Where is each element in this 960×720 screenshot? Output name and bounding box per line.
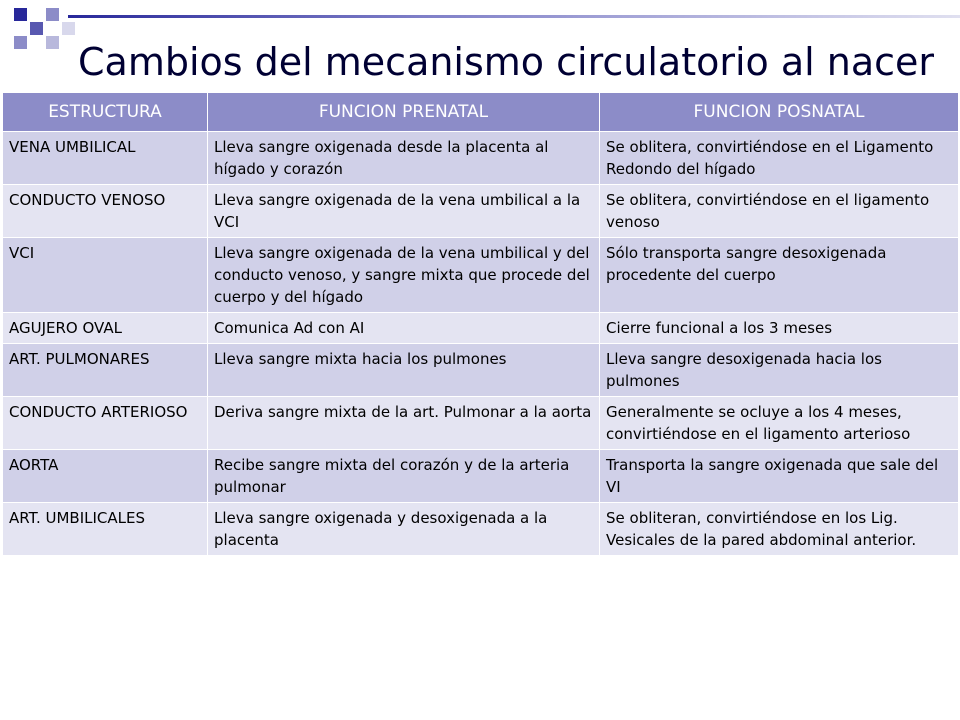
cell-prenatal: Lleva sangre oxigenada de la vena umbilical y del conducto venoso, y sangre mixta que procede del cuerpo y del hígado bbox=[208, 238, 600, 313]
cell-posnatal: Sólo transporta sangre desoxigenada procedente del cuerpo bbox=[600, 238, 959, 313]
table-row bbox=[3, 238, 959, 313]
cell-prenatal: Deriva sangre mixta de la art. Pulmonar a la aorta bbox=[208, 397, 600, 450]
cell-estructura: CONDUCTO VENOSO bbox=[3, 185, 208, 238]
cell-prenatal: Lleva sangre oxigenada y desoxigenada a la placenta bbox=[208, 503, 600, 556]
table-row bbox=[3, 313, 959, 344]
cell-posnatal: Se oblitera, convirtiéndose en el ligamento venoso bbox=[600, 185, 959, 238]
cell-prenatal: Lleva sangre mixta hacia los pulmones bbox=[208, 344, 600, 397]
cell-posnatal: Cierre funcional a los 3 meses bbox=[600, 313, 959, 344]
cell-estructura: AORTA bbox=[3, 450, 208, 503]
table-row bbox=[3, 503, 959, 556]
cell-prenatal: Lleva sangre oxigenada desde la placenta al hígado y corazón bbox=[208, 132, 600, 185]
circulatory-changes-table bbox=[2, 92, 959, 556]
column-header-funcion-posnatal: FUNCION POSNATAL bbox=[600, 93, 959, 132]
table-row bbox=[3, 450, 959, 503]
cell-estructura: VCI bbox=[3, 238, 208, 313]
table-row bbox=[3, 397, 959, 450]
cell-estructura: ART. UMBILICALES bbox=[3, 503, 208, 556]
cell-posnatal: Se oblitera, convirtiéndose en el Ligamento Redondo del hígado bbox=[600, 132, 959, 185]
cell-posnatal: Generalmente se ocluye a los 4 meses, convirtiéndose en el ligamento arterioso bbox=[600, 397, 959, 450]
cell-posnatal: Lleva sangre desoxigenada hacia los pulmones bbox=[600, 344, 959, 397]
table-row bbox=[3, 344, 959, 397]
cell-estructura: AGUJERO OVAL bbox=[3, 313, 208, 344]
page-title: Cambios del mecanismo circulatorio al nacer bbox=[78, 40, 935, 84]
column-header-estructura: ESTRUCTURA bbox=[3, 93, 208, 132]
cell-prenatal: Recibe sangre mixta del corazón y de la arteria pulmonar bbox=[208, 450, 600, 503]
cell-prenatal: Comunica Ad con AI bbox=[208, 313, 600, 344]
decorative-squares bbox=[0, 0, 80, 64]
column-header-funcion-prenatal: FUNCION PRENATAL bbox=[208, 93, 600, 132]
cell-estructura: CONDUCTO ARTERIOSO bbox=[3, 397, 208, 450]
table-row bbox=[3, 185, 959, 238]
cell-estructura: VENA UMBILICAL bbox=[3, 132, 208, 185]
cell-estructura: ART. PULMONARES bbox=[3, 344, 208, 397]
header-row bbox=[3, 93, 959, 132]
title-rule bbox=[68, 15, 960, 18]
cell-posnatal: Se obliteran, convirtiéndose en los Lig. Vesicales de la pared abdominal anterior. bbox=[600, 503, 959, 556]
cell-prenatal: Lleva sangre oxigenada de la vena umbilical a la VCI bbox=[208, 185, 600, 238]
table-row bbox=[3, 132, 959, 185]
cell-posnatal: Transporta la sangre oxigenada que sale del VI bbox=[600, 450, 959, 503]
